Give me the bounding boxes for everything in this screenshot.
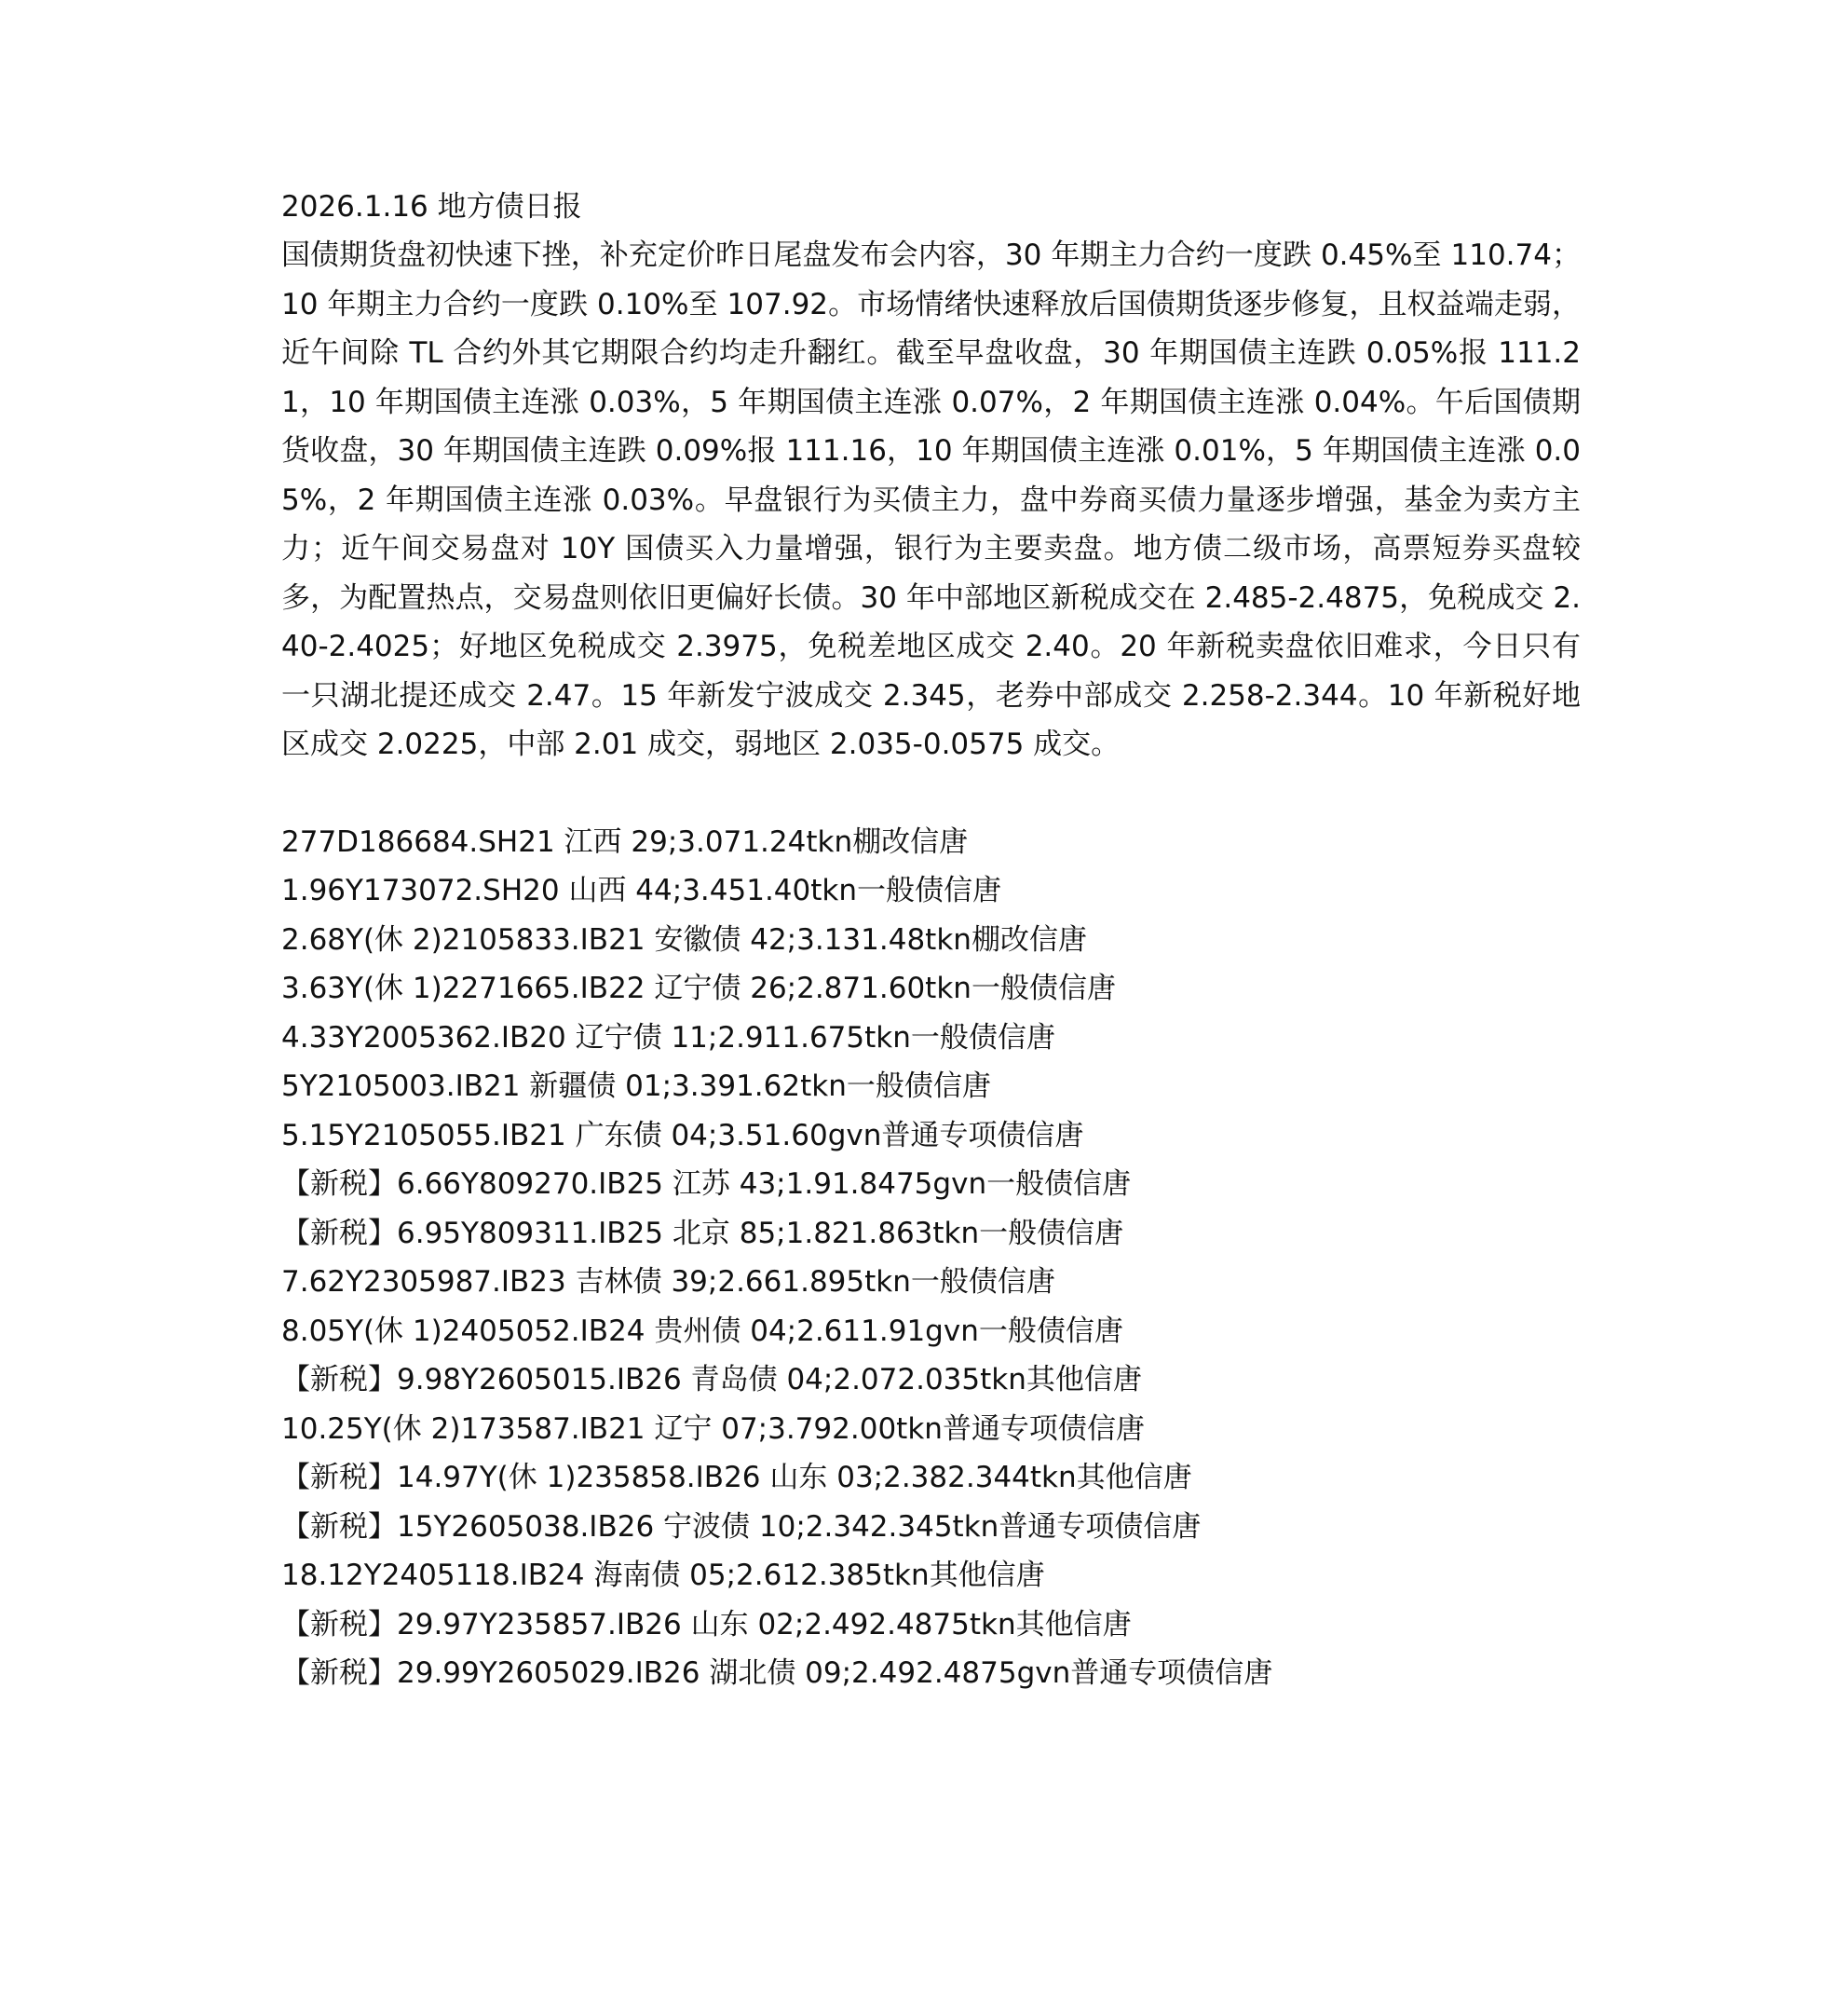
bond-row <box>281 1062 1581 1111</box>
bond-name: 26 山东 03;2.38 <box>724 1461 948 1494</box>
broker: 信唐 <box>1143 1509 1202 1544</box>
commentary-paragraph: 国债期货盘初快速下挫，补充定价昨日尾盘发布会内容，30 年期主力合约一度跌 0.45%至 110.74；10 年期主力合约一度跌 0.10%至 107.92。市场情绪快速释放后国债期货逐步修复，且权益端走弱，近午间除 TL 合约外其它期限合约均走升翻红。截至早盘收盘，30 年期国债主连跌 0.05%报 111.21，10 年期国债主连涨 0.03%，5 年期国债主连涨 0.07%，2 年期国债主连涨 0.04%。午后国债期货收盘，30 年期国债主连跌 0.09%报 111.16，10 年期国债主连涨 0.01%，5 年期国债主连涨 0.05%，2 年期国债主连涨 0.03%。早盘银行为买债主力，盘中券商买债力量逐步增强，基金为卖方主力；近午间交易盘对 10Y 国债买入力量增强，银行为主要卖盘。地方债二级市场，高票短券买盘较多，为配置热点，交易盘则依旧更偏好长债。30 年中部地区新税成交在 2.485-2.4875，免税成交 2.40-2.4025；好地区免税成交 2.3975，免税差地区成交 2.40。20 年新税卖盘依旧难求，今日只有一只湖北提还成交 2.47。15 年新发宁波成交 2.345，老券中部成交 2.258-2.344。10 年新税好地区成交 2.0225，中部 2.01 成交，弱地区 2.035-0.0575 成交。 <box>281 238 1581 761</box>
bond-name: 25 江苏 43;1.9 <box>626 1167 832 1201</box>
bond-name: 24 贵州债 04;2.61 <box>608 1314 862 1348</box>
trade-side: tkn <box>800 1069 847 1103</box>
bond-row <box>281 1209 1581 1259</box>
bond-name: 21 新疆债 01;3.39 <box>483 1069 737 1103</box>
bond-type: 一般债 <box>979 1216 1067 1250</box>
bond-yield: 2.385 <box>800 1559 883 1592</box>
bond-yield: 2.345 <box>869 1509 953 1544</box>
bond-yield: 2.344 <box>947 1461 1030 1494</box>
trade-side: tkn <box>882 1559 930 1592</box>
bond-code: 2405052.IB <box>442 1314 609 1348</box>
bond-yield: 2.00 <box>832 1411 897 1446</box>
broker: 信唐 <box>944 874 1002 907</box>
trade-side: gvn <box>827 1118 882 1152</box>
bond-term: 【新税】9.98Y <box>281 1363 479 1396</box>
bond-term: 277D <box>281 824 360 859</box>
report-title: 2026.1.16 地方债日报 <box>281 190 582 224</box>
broker: 信唐 <box>1028 922 1087 957</box>
bond-type: 一般债 <box>846 1069 933 1103</box>
bond-type: 其他 <box>1015 1607 1074 1641</box>
trade-side: tkn <box>952 1509 999 1544</box>
trade-side: gvn <box>925 1314 979 1348</box>
broker: 信唐 <box>1086 1411 1145 1446</box>
bond-yield: 2.035 <box>897 1363 981 1396</box>
trade-side: tkn <box>932 1216 980 1250</box>
bond-name: 21 安徽债 42;3.13 <box>608 922 862 957</box>
bond-code: 2005362.IB <box>362 1020 530 1055</box>
bond-row <box>281 1258 1581 1307</box>
bond-row <box>281 1355 1581 1405</box>
bond-name: 23 吉林债 39;2.66 <box>529 1265 782 1299</box>
bond-code: 2605038.IB <box>451 1509 618 1544</box>
bond-type: 普通专项债 <box>1070 1656 1216 1690</box>
bond-term: 【新税】14.97Y(休 1) <box>281 1461 577 1494</box>
broker: 信唐 <box>1215 1656 1273 1690</box>
bond-yield: 1.24 <box>741 824 807 859</box>
document-page <box>281 183 1581 1698</box>
trade-side: gvn <box>932 1167 987 1201</box>
bond-yield: 2.4875 <box>868 1607 970 1641</box>
bond-code: 809311.IB <box>478 1216 627 1250</box>
bond-code: 235858.IB <box>576 1461 725 1494</box>
broker: 信唐 <box>986 1559 1045 1592</box>
bond-yield: 1.48 <box>861 922 926 957</box>
bond-term: 【新税】6.95Y <box>281 1216 479 1250</box>
bond-code: 186684.SH <box>359 824 519 859</box>
market-commentary <box>281 231 1581 769</box>
bond-term: 7.62Y <box>281 1265 363 1299</box>
bond-name: 24 海南债 05;2.61 <box>548 1559 801 1592</box>
bond-row <box>281 818 1581 867</box>
bond-yield: 2.4875 <box>916 1656 1017 1690</box>
bond-type: 一般债 <box>857 874 944 907</box>
bond-term: 4.33Y <box>281 1020 363 1055</box>
bond-type: 棚改 <box>971 922 1029 957</box>
broker: 信唐 <box>1065 1314 1123 1348</box>
bond-code: 2105833.IB <box>442 922 609 957</box>
trade-side: tkn <box>864 1265 911 1299</box>
bond-type: 普通专项债 <box>999 1509 1144 1544</box>
bond-row <box>281 1551 1581 1600</box>
bond-type: 一般债 <box>971 972 1058 1005</box>
bond-code: 173072.SH <box>362 874 523 907</box>
broker: 信唐 <box>997 1020 1055 1055</box>
bond-name: 26 山东 02;2.49 <box>645 1607 869 1641</box>
bond-name: 21 广东债 04;3.5 <box>529 1118 764 1152</box>
bond-type: 其他 <box>1076 1461 1135 1494</box>
broker: 信唐 <box>932 1069 991 1103</box>
bond-row <box>281 916 1581 965</box>
trade-side: tkn <box>969 1607 1016 1641</box>
trade-side: tkn <box>925 972 972 1005</box>
bond-type: 一般债 <box>986 1167 1074 1201</box>
bond-type: 一般债 <box>978 1314 1066 1348</box>
trade-side: tkn <box>980 1363 1026 1396</box>
bond-term: 5Y <box>281 1069 318 1103</box>
trade-side: gvn <box>1016 1656 1071 1690</box>
broker: 信唐 <box>1073 1167 1132 1201</box>
bond-type: 其他 <box>1026 1363 1084 1396</box>
bond-yield: 1.863 <box>849 1216 933 1250</box>
bond-term: 【新税】6.66Y <box>281 1167 479 1201</box>
trade-side: tkn <box>1029 1461 1077 1494</box>
bond-term: 【新税】29.97Y <box>281 1607 497 1641</box>
bond-term: 3.63Y(休 1) <box>281 972 442 1005</box>
bond-term: 2.68Y(休 2) <box>281 922 442 957</box>
broker: 信唐 <box>1057 972 1116 1005</box>
bond-code: 235857.IB <box>496 1607 645 1641</box>
bond-code: 2305987.IB <box>362 1265 530 1299</box>
bond-term: 10.25Y(休 2) <box>281 1411 461 1446</box>
bond-code: 2605029.IB <box>496 1656 664 1690</box>
bond-row <box>281 866 1581 916</box>
bond-yield: 1.40 <box>746 874 811 907</box>
trade-side: tkn <box>896 1411 943 1446</box>
trade-side: tkn <box>864 1020 911 1055</box>
broker: 信唐 <box>1083 1363 1142 1396</box>
bond-type: 其他 <box>929 1559 987 1592</box>
bond-code: 809270.IB <box>478 1167 627 1201</box>
bond-row <box>281 1160 1581 1209</box>
bond-type: 一般债 <box>910 1020 998 1055</box>
bond-term: 【新税】15Y <box>281 1509 452 1544</box>
bond-yield: 1.62 <box>736 1069 801 1103</box>
bond-name: 26 青岛债 04;2.07 <box>645 1363 898 1396</box>
bond-row <box>281 964 1581 1014</box>
bond-term: 8.05Y(休 1) <box>281 1314 442 1348</box>
bond-yield: 1.60 <box>861 972 926 1005</box>
bond-row <box>281 1649 1581 1698</box>
bond-trade-list <box>281 818 1581 1698</box>
bond-name: 21 江西 29;3.07 <box>518 824 742 859</box>
trade-side: tkn <box>806 824 853 859</box>
bond-row <box>281 1014 1581 1063</box>
bond-code: 2105003.IB <box>317 1069 483 1103</box>
bond-type: 普通专项债 <box>881 1118 1026 1152</box>
bond-type: 普通专项债 <box>942 1411 1087 1446</box>
bond-name: 20 辽宁债 11;2.91 <box>529 1020 782 1055</box>
bond-row <box>281 1111 1581 1161</box>
bond-yield: 1.675 <box>781 1020 865 1055</box>
bond-yield: 1.91 <box>861 1314 926 1348</box>
bond-name: 22 辽宁债 26;2.87 <box>608 972 862 1005</box>
bond-code: 2105055.IB <box>362 1118 530 1152</box>
bond-code: 2605015.IB <box>478 1363 645 1396</box>
bond-term: 5.15Y <box>281 1118 363 1152</box>
broker: 信唐 <box>997 1265 1055 1299</box>
broker: 信唐 <box>1073 1607 1132 1641</box>
bond-yield: 1.895 <box>781 1265 865 1299</box>
bond-code: 2271665.IB <box>442 972 609 1005</box>
bond-term: 18.12Y <box>281 1559 382 1592</box>
broker: 信唐 <box>1134 1461 1192 1494</box>
bond-yield: 1.8475 <box>831 1167 933 1201</box>
bond-name: 26 宁波债 10;2.34 <box>617 1509 870 1544</box>
bond-row <box>281 1307 1581 1356</box>
bond-term: 1.96Y <box>281 874 363 907</box>
broker: 信唐 <box>1026 1118 1084 1152</box>
broker: 信唐 <box>910 824 969 859</box>
trade-side: tkn <box>925 922 972 957</box>
bond-code: 2405118.IB <box>381 1559 549 1592</box>
bond-name: 25 北京 85;1.82 <box>626 1216 850 1250</box>
bond-name: 21 辽宁 07;3.79 <box>608 1411 833 1446</box>
bond-row <box>281 1503 1581 1552</box>
bond-code: 173587.IB <box>460 1411 609 1446</box>
broker: 信唐 <box>1066 1216 1124 1250</box>
bond-name: 26 湖北债 09;2.49 <box>663 1656 917 1690</box>
bond-type: 一般债 <box>910 1265 998 1299</box>
trade-side: tkn <box>810 874 858 907</box>
bond-row <box>281 1600 1581 1650</box>
bond-row <box>281 1453 1581 1503</box>
bond-type: 棚改 <box>852 824 911 859</box>
bond-row <box>281 1405 1581 1454</box>
bond-term: 【新税】29.99Y <box>281 1656 497 1690</box>
bond-yield: 1.60 <box>763 1118 828 1152</box>
bond-name: 20 山西 44;3.45 <box>523 874 747 907</box>
